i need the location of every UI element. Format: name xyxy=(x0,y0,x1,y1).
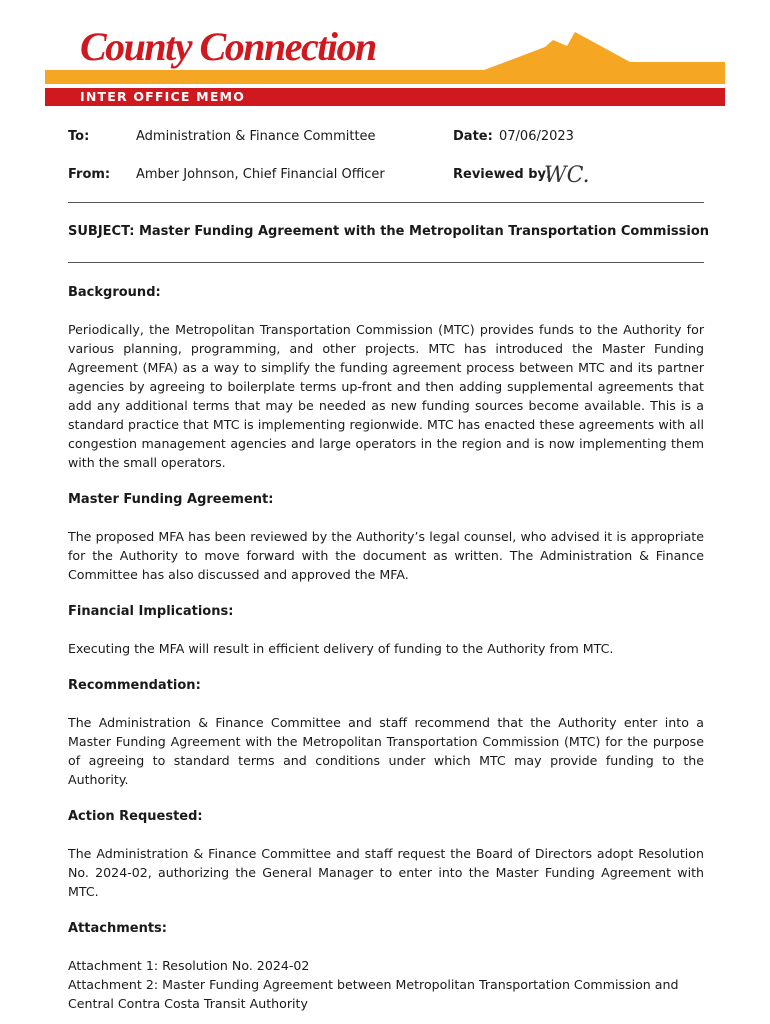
background-heading: Background: xyxy=(68,285,161,300)
divider-bottom xyxy=(68,262,704,263)
to-label: To: xyxy=(68,129,90,144)
from-label: From: xyxy=(68,167,111,182)
attachments-heading: Attachments: xyxy=(68,921,167,936)
logo-text: County Connection xyxy=(80,24,376,69)
memo-body xyxy=(68,283,704,1013)
logo-orange-stripe xyxy=(45,70,485,84)
date-label: Date: xyxy=(453,129,493,144)
subject-line: SUBJECT: Master Funding Agreement with the Metropolitan Transportation Commission xyxy=(68,224,710,239)
attachment-2: Attachment 2: Master Funding Agreement between Metropolitan Transportation Commission and Central Contra Costa Transit Authority xyxy=(68,977,679,1011)
action-heading: Action Requested: xyxy=(68,809,203,824)
divider-top xyxy=(68,202,704,203)
memo-banner xyxy=(45,88,725,106)
memo-label: INTER OFFICE MEMO xyxy=(80,89,246,104)
attachment-1: Attachment 1: Resolution No. 2024-02 xyxy=(68,958,310,973)
date-value: 07/06/2023 xyxy=(499,129,574,144)
recommendation-heading: Recommendation: xyxy=(68,678,201,693)
financial-heading: Financial Implications: xyxy=(68,604,234,619)
reviewed-by-label: Reviewed by: xyxy=(453,167,552,182)
to-value: Administration & Finance Committee xyxy=(136,129,376,144)
recommendation-text: The Administration & Finance Committee and staff recommend that the Authority enter into a Master Funding Agreement with the Metropolitan Transportation Commission (MTC) for the purpose of agreeing to standard terms and conditions under which MTC may provide funding to the Authority. xyxy=(68,715,704,787)
memo-header xyxy=(0,0,770,110)
from-value: Amber Johnson, Chief Financial Officer xyxy=(136,167,385,182)
background-text: Periodically, the Metropolitan Transportation Commission (MTC) provides funds to the Authority for various planning, programming, and other projects. MTC has introduced the Master Funding Agreement (MFA) as a way to simplify the funding agreement process between MTC and its partner agencies by agreeing to boilerplate terms up-front and then adding supplemental agreements that add any additional terms that may be needed as new funding sources become available. This is a standard practice that MTC is implementing regionwide. MTC has enacted these agreements with all congestion management agencies and large operators in the region and is now implementing them with the small operators. xyxy=(68,322,704,470)
action-text: The Administration & Finance Committee and staff request the Board of Directors adopt Resolution No. 2024-02, authorizing the General Manager to enter into the Master Funding Agreement with MTC. xyxy=(68,846,704,899)
reviewer-signature xyxy=(540,158,610,190)
signature-text: WC. xyxy=(544,163,590,188)
logo-mountain-shape xyxy=(484,32,725,84)
mfa-heading: Master Funding Agreement: xyxy=(68,492,274,507)
county-connection-logo xyxy=(0,0,770,90)
mfa-text: The proposed MFA has been reviewed by the Authority’s legal counsel, who advised it is appropriate for the Authority to move forward with the document as written. The Administration & Finance Committee has also discussed and approved the MFA. xyxy=(68,529,704,582)
financial-text: Executing the MFA will result in efficient delivery of funding to the Authority from MTC. xyxy=(68,641,614,656)
